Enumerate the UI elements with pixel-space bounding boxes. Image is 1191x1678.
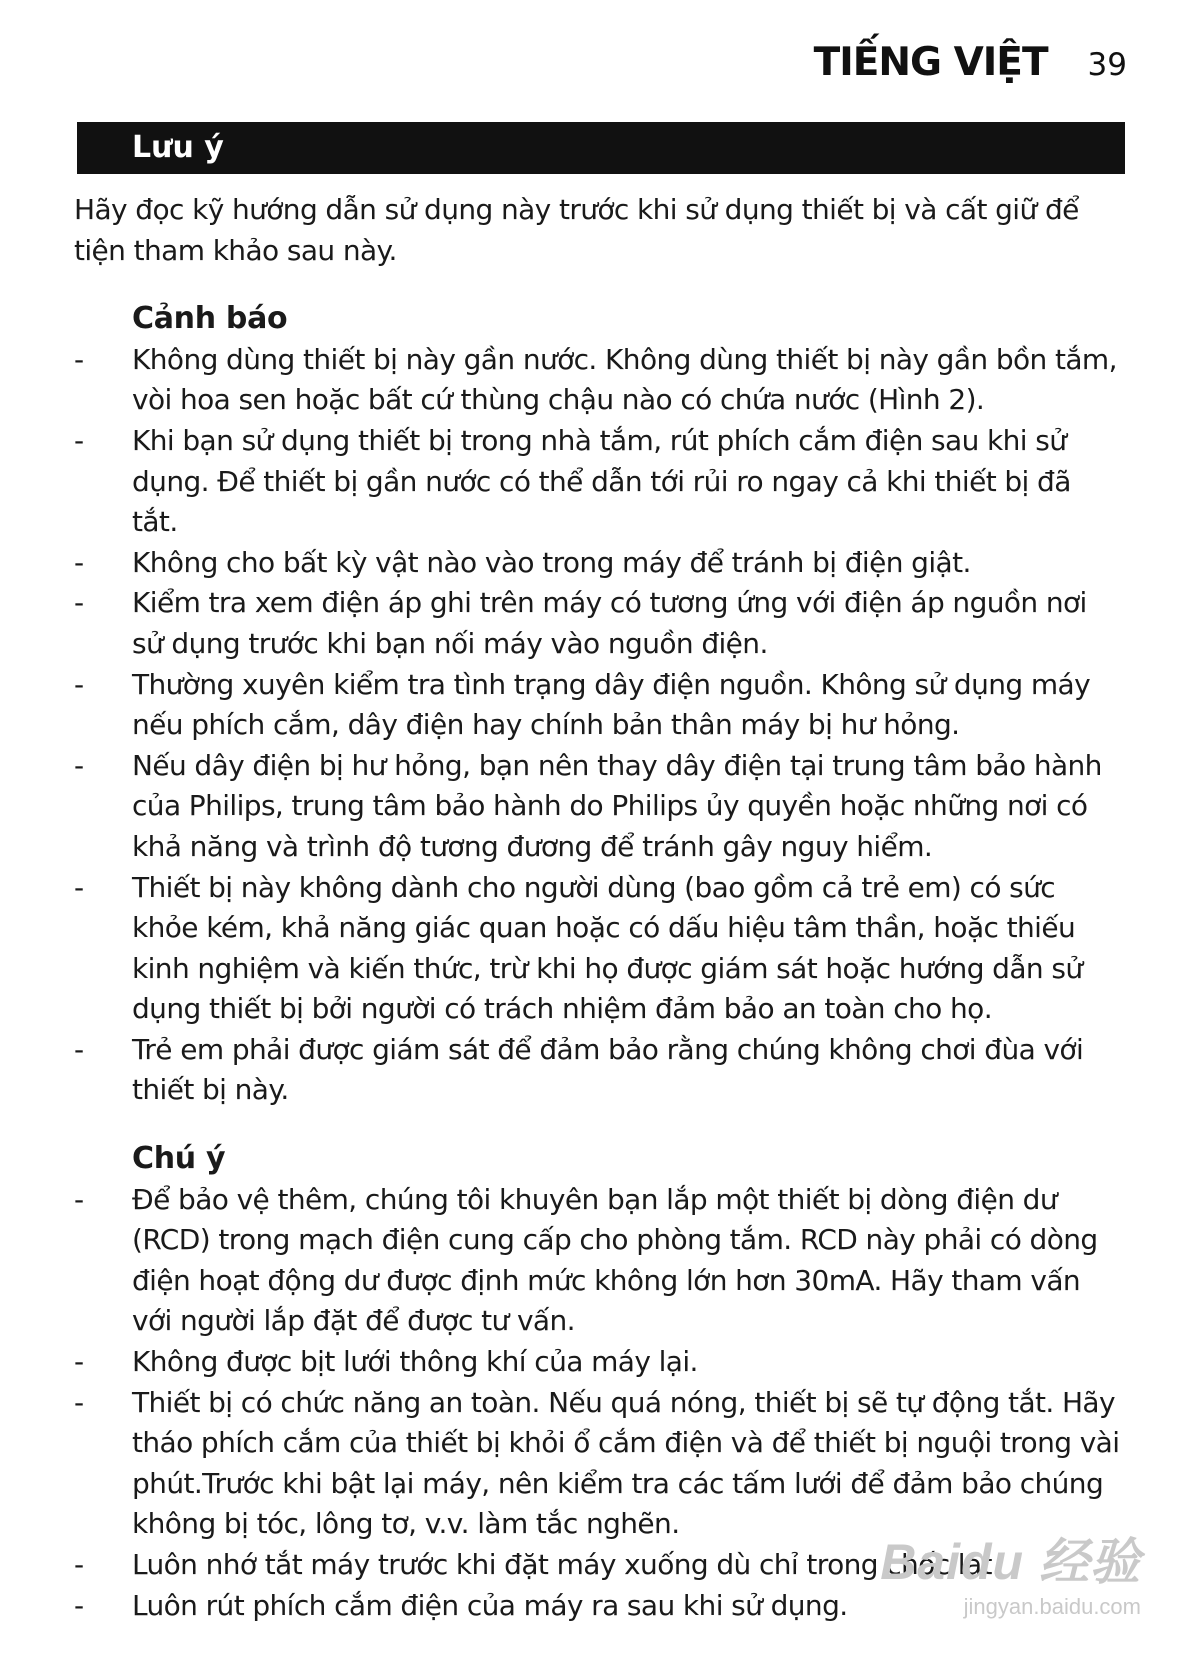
list-item: - Trẻ em phải được giám sát để đảm bảo rằng chúng không chơi đùa với thiết bị này. (74, 1030, 1124, 1111)
baidu-watermark (880, 1522, 1141, 1620)
intro-paragraph: Hãy đọc kỹ hướng dẫn sử dụng này trước khi sử dụng thiết bị và cất giữ để tiện tham khảo sau này. (74, 193, 1079, 267)
caution-heading: Chú ý (132, 1141, 226, 1177)
list-item: - Không dùng thiết bị này gần nước. Không dùng thiết bị này gần bồn tắm, vòi hoa sen hoặc bất cứ thùng chậu nào có chứa nước (Hình 2). (74, 340, 1124, 421)
page-number: 39 (1087, 47, 1127, 83)
list-item: - Kiểm tra xem điện áp ghi trên máy có tương ứng với điện áp nguồn nơi sử dụng trước khi bạn nối máy vào nguồn điện. (74, 583, 1124, 664)
list-item: - Nếu dây điện bị hư hỏng, bạn nên thay dây điện tại trung tâm bảo hành của Philips, trung tâm bảo hành do Philips ủy quyền hoặc những nơi có khả năng và trình độ tương đương để tránh gây nguy hiểm. (74, 746, 1124, 868)
list-item: - Để bảo vệ thêm, chúng tôi khuyên bạn lắp một thiết bị dòng điện dư (RCD) trong mạch điện cung cấp cho phòng tắm. RCD này phải có dòng điện hoạt động dư được định mức không lớn hơn 30mA. Hãy tham vấn với người lắp đặt để được tư vấn. (74, 1180, 1124, 1342)
watermark-logo: Baidu 经验 (880, 1534, 1141, 1590)
warning-heading: Cảnh báo (132, 301, 288, 337)
list-item: - Thiết bị có chức năng an toàn. Nếu quá nóng, thiết bị sẽ tự động tắt. Hãy tháo phích cắm của thiết bị khỏi ổ cắm điện và để thiết bị nguội trong vài phút.Trước khi bật lại máy, nên kiểm tra các tấm lưới để đảm bảo chúng không bị tóc, lông tơ, v.v. làm tắc nghẽn. (74, 1383, 1124, 1545)
list-item: - Thường xuyên kiểm tra tình trạng dây điện nguồn. Không sử dụng máy nếu phích cắm, dây điện hay chính bản thân máy bị hư hỏng. (74, 665, 1124, 746)
section-title-bar (77, 122, 1125, 174)
list-item: - Không cho bất kỳ vật nào vào trong máy để tránh bị điện giật. (74, 543, 1124, 584)
warning-list (74, 340, 1124, 1111)
list-item: - Thiết bị này không dành cho người dùng (bao gồm cả trẻ em) có sức khỏe kém, khả năng giác quan hoặc có dấu hiệu tâm thần, hoặc thiếu kinh nghiệm và kiến thức, trừ khi họ được giám sát hoặc hướng dẫn sử dụng thiết bị bởi người có trách nhiệm đảm bảo an toàn cho họ. (74, 868, 1124, 1030)
watermark-url: jingyan.baidu.com (963, 1594, 1141, 1619)
header-language: TIẾNG VIỆT (813, 40, 1048, 85)
list-item: - Luôn rút phích cắm điện của máy ra sau khi sử dụng. (74, 1586, 1124, 1627)
list-item: - Không được bịt lưới thông khí của máy lại. (74, 1342, 1124, 1383)
list-item: - Khi bạn sử dụng thiết bị trong nhà tắm, rút phích cắm điện sau khi sử dụng. Để thiết bị gần nước có thể dẫn tới rủi ro ngay cả khi thiết bị đã tắt. (74, 421, 1124, 543)
section-title: Lưu ý (132, 130, 224, 165)
section-content (74, 190, 1124, 1626)
page-header (814, 40, 1127, 85)
list-item: - Luôn nhớ tắt máy trước khi đặt máy xuống dù chỉ trong chốc lát. (74, 1545, 1124, 1586)
